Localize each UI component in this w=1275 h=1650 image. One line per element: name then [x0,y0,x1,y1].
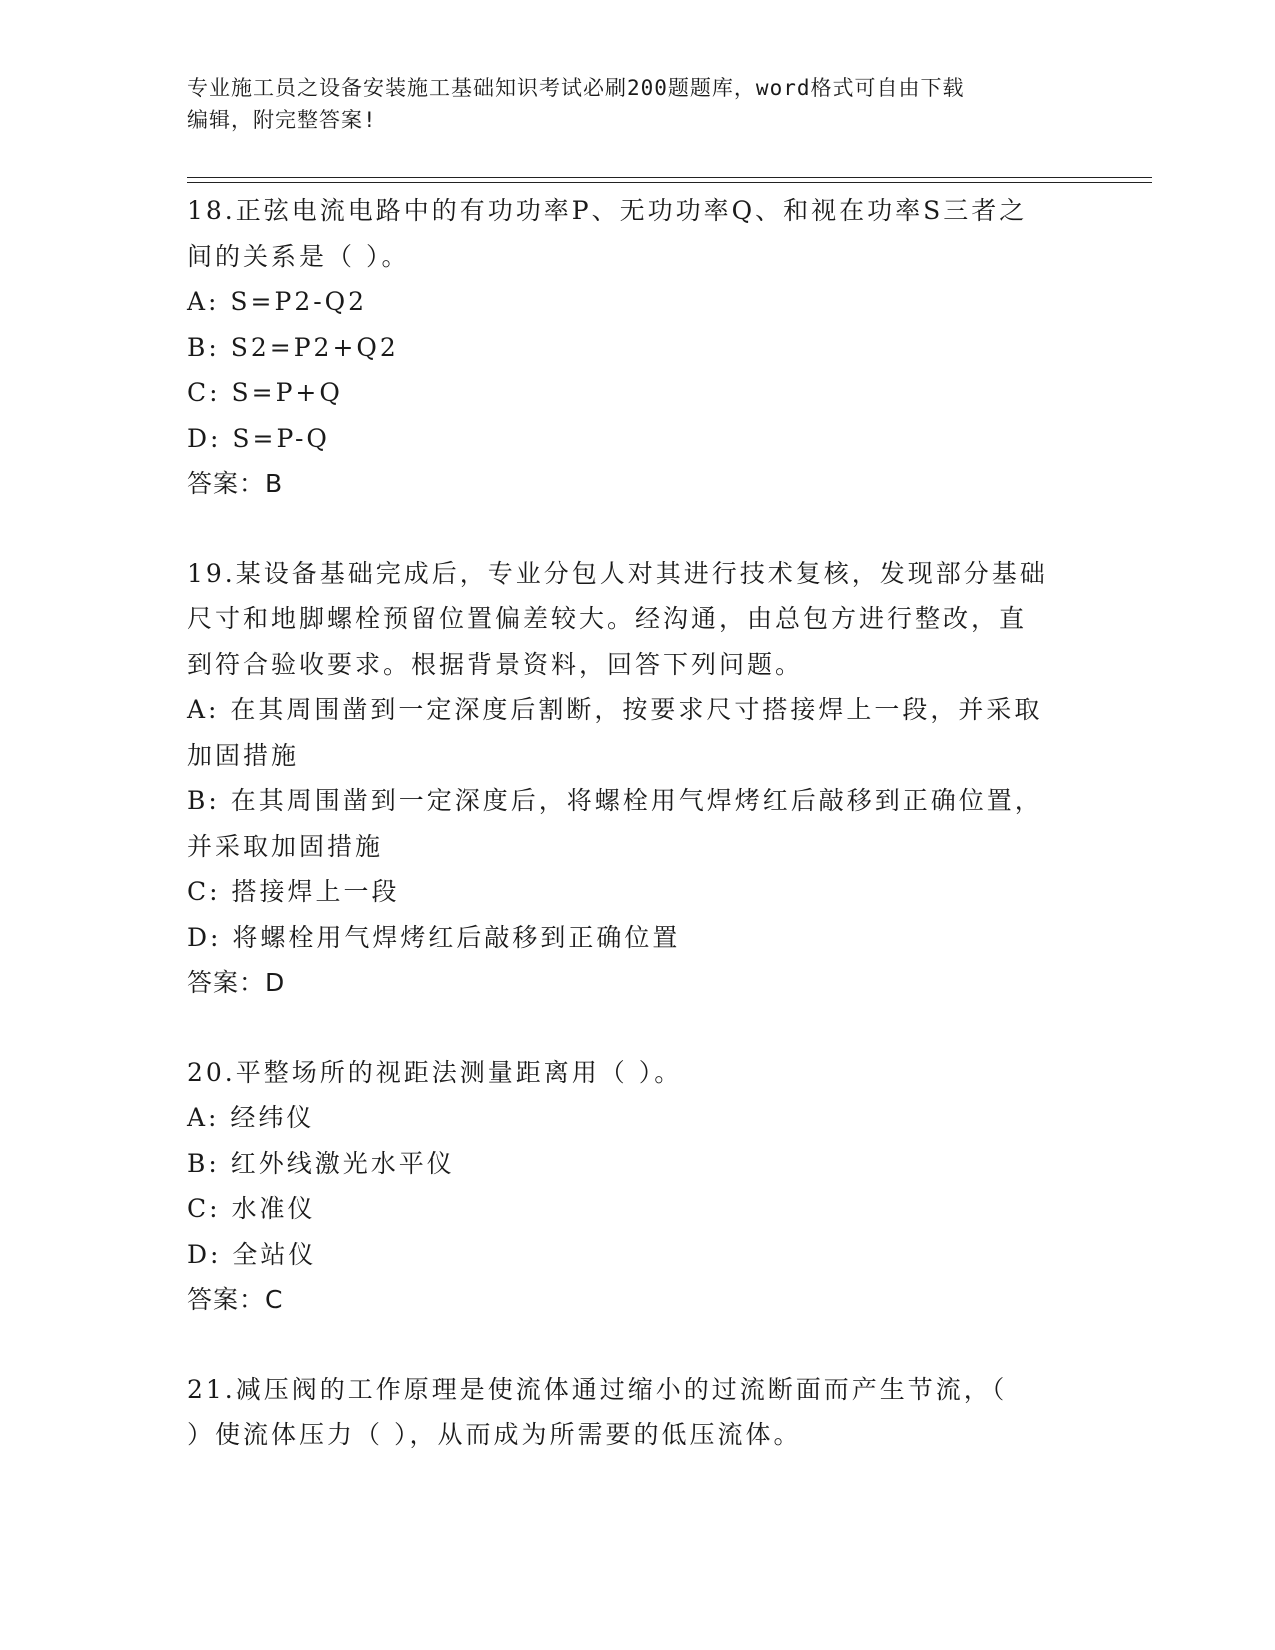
option-b-continued: 并采取加固措施 [187,831,384,861]
question-20 [187,1050,1087,1323]
question-stem-line: 21.减压阀的工作原理是使流体通过缩小的过流断面而产生节流，（ [187,1374,1008,1404]
spacer [187,1006,1087,1050]
option-c: C: S=P+Q [187,378,343,407]
question-21 [187,1367,1087,1458]
answer-line: 答案：B [187,469,284,498]
option-a: A: S=P2-Q2 [187,287,368,316]
option-a: A: 经纬仪 [187,1103,315,1132]
option-d: D: 全站仪 [187,1239,317,1269]
header-divider-bottom [187,182,1152,183]
option-b: B: 红外线激光水平仪 [187,1148,455,1178]
document-header [187,72,1067,136]
question-18 [187,188,1087,507]
option-a-continued: 加固措施 [187,740,300,770]
header-line-2: 编辑，附完整答案! [187,108,377,132]
option-c: C: 搭接焊上一段 [187,877,400,906]
option-b: B: S2=P2+Q2 [187,332,399,362]
spacer [187,507,1087,551]
option-b: B: 在其周围凿到一定深度后，将螺栓用气焊烤红后敲移到正确位置， [187,786,1043,815]
question-list [187,188,1087,1458]
answer-line: 答案：C [187,1285,284,1314]
spacer [187,1323,1087,1367]
question-stem-line: ）使流体压力（ ），从而成为所需要的低压流体。 [187,1420,802,1449]
answer-line: 答案：D [187,968,286,997]
question-stem-line: 20.平整场所的视距法测量距离用（ ）。 [187,1057,683,1087]
question-stem-line: 18.正弦电流电路中的有功功率P、无功功率Q、和视在功率S三者之 [187,196,1028,225]
option-a: A: 在其周围凿到一定深度后割断，按要求尺寸搭接焊上一段，并采取 [187,695,1043,724]
option-d: D: 将螺栓用气焊烤红后敲移到正确位置 [187,922,681,952]
question-stem-line: 尺寸和地脚螺栓预留位置偏差较大。经沟通，由总包方进行整改，直 [187,604,1028,633]
question-stem-line: 到符合验收要求。根据背景资料，回答下列问题。 [187,649,804,679]
question-stem-line: 间的关系是（ ）。 [187,241,410,271]
header-divider-top [187,177,1152,178]
header-line-1: 专业施工员之设备安装施工基础知识考试必刷200题题库，word格式可自由下载 [187,76,965,100]
option-c: C: 水准仪 [187,1194,316,1223]
option-d: D: S=P-Q [187,423,330,453]
question-19 [187,551,1087,1006]
question-stem-line: 19.某设备基础完成后，专业分包人对其进行技术复核，发现部分基础 [187,558,1048,588]
